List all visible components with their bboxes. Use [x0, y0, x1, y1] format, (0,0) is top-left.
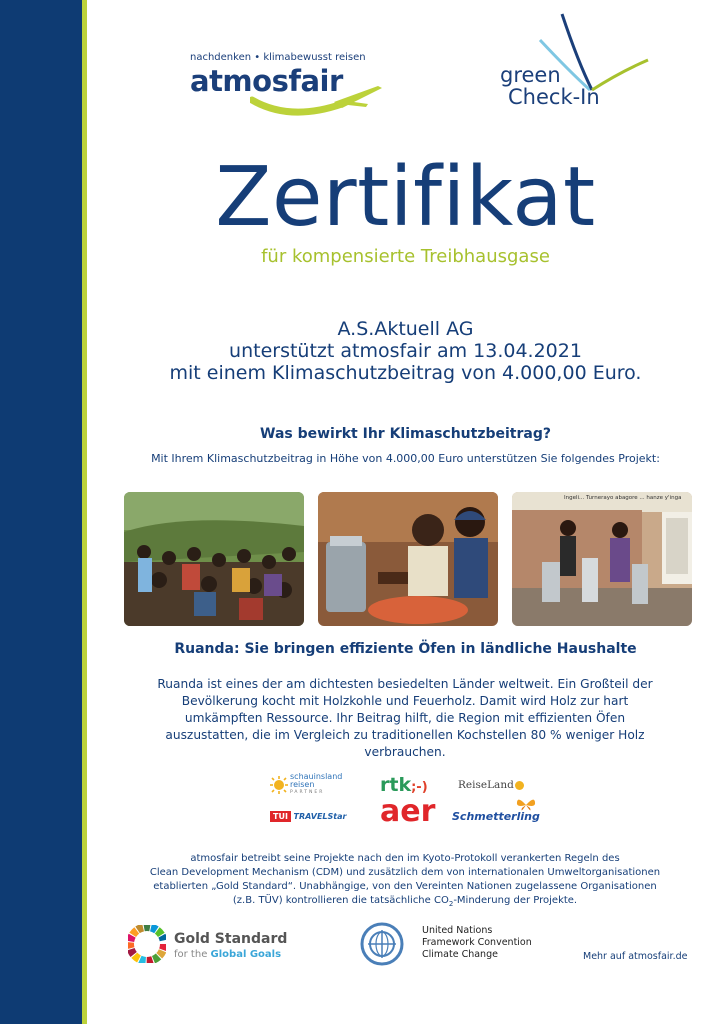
schauinsland-partner: PARTNER: [290, 790, 325, 795]
left-color-stripe: [0, 0, 82, 1024]
un-line-1: United Nations: [422, 925, 493, 936]
butterfly-icon: [516, 796, 536, 814]
tui-name: TUI: [270, 811, 291, 822]
rtk-name: rtk: [380, 774, 412, 796]
sun-icon: [270, 776, 288, 794]
aer-logo: aer: [380, 794, 436, 829]
rtk-logo: [380, 774, 428, 796]
reiseland-name: ReiseLand: [458, 779, 514, 791]
airplane-swoosh-icon: [250, 78, 390, 120]
section-intro: Mit Ihrem Klimaschutzbeitrag in Höhe von 4.000,00 Euro unterstützen Sie folgendes Projekt:: [151, 452, 660, 465]
green-label: green: [500, 63, 561, 87]
checkin-label: Check-In: [508, 85, 600, 109]
certificate-subtitle: für kompensierte Treibhausgase: [261, 246, 550, 267]
schmetterling-name: Schmetterling: [452, 810, 540, 823]
green-checkin-logo: [500, 12, 660, 112]
travelstar-name: TRAVELStar: [293, 812, 347, 821]
partner-logos: [260, 768, 550, 838]
footer-line-2: Clean Development Mechanism (CDM) und zusätzlich dem von internationalen Umweltorganisationen: [149, 867, 661, 878]
photo-stove-training: [512, 492, 692, 626]
un-line-2: Framework Convention: [422, 937, 532, 948]
tui-logo: [270, 812, 346, 821]
footer-line-1: atmosfair betreibt seine Projekte nach den im Kyoto-Protokoll verankerten Regeln des: [190, 853, 620, 864]
company-name: A.S.Aktuell AG: [337, 318, 474, 340]
support-amount-line: mit einem Klimaschutzbeitrag von 4.000,00 Euro.: [169, 362, 642, 384]
support-date-line: unterstützt atmosfair am 13.04.2021: [229, 340, 582, 362]
un-emblem-icon: [360, 922, 404, 966]
footer-disclaimer: [120, 852, 690, 911]
gold-standard-tagline: for the Global Goals: [174, 949, 282, 960]
footer-line-3: etablierten „Gold Standard“. Unabhängige, von den Vereinten Nationen zugelassene Organisationen: [153, 881, 657, 892]
certificate-title: Zertifikat: [215, 150, 596, 245]
photo-community-meeting: [124, 492, 304, 626]
atmosfair-logo: [190, 52, 390, 122]
project-title: Ruanda: Sie bringen effiziente Öfen in ländliche Haushalte: [174, 641, 637, 657]
photo-stove-demonstration: [318, 492, 498, 626]
photo-sign-text: Ingeli... Turnerayo abagore ... hanze y'inga: [564, 495, 682, 501]
project-description: Ruanda ist eines der am dichtesten besiedelten Länder weltweit. Ein Großteil der Bevölkerung kocht mit Holzkohle und Feuerholz. Damit wird Holz zur hart umkämpften Ressource. Ihr Beitrag hilft, die Region mit effizienten Öfen auszustatten, die im Vergleich zu traditionellen Kochstellen 80 % weniger Holz verbrauchen.: [157, 677, 653, 759]
schauinsland-logo: [290, 773, 342, 797]
smiley-icon: ;-): [411, 780, 428, 795]
atmosfair-wordmark: atmosfair: [190, 64, 343, 98]
schauinsland-reisen: reisen: [290, 780, 315, 789]
un-line-3: Climate Change: [422, 949, 498, 960]
reiseland-logo: [458, 779, 524, 791]
schauinsland-name: schauinsland: [290, 772, 343, 781]
more-link[interactable]: Mehr auf atmosfair.de: [583, 951, 688, 962]
section-question: Was bewirkt Ihr Klimaschutzbeitrag?: [260, 426, 551, 442]
support-statement: [87, 318, 724, 384]
sdg-wheel-icon: [128, 925, 166, 963]
atmosfair-tagline: nachdenken • klimabewusst reisen: [190, 52, 366, 63]
gold-standard-name: Gold Standard: [174, 931, 288, 947]
footer-line-4: (z.B. TÜV) kontrollieren die tatsächliche $CO_2$-Minderung der Projekte.: [232, 895, 578, 908]
un-text: [422, 925, 532, 961]
gold-standard-logo: [128, 925, 298, 965]
unfccc-logo: [360, 922, 560, 968]
reiseland-sun-icon: [515, 781, 524, 790]
